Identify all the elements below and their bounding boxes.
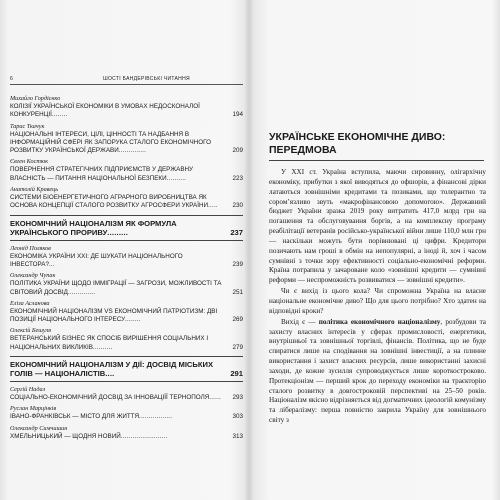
toc-title: СОЦІАЛЬНО-ЕКОНОМІЧНИЙ ДОСВІД ЗА ІННОВАЦІЇЇ ТЕРНОПОЛЯ...... 293 xyxy=(10,394,243,402)
toc-author: Еліза Асланова xyxy=(10,299,50,307)
toc-author: Руслан Марцінків xyxy=(10,405,57,413)
page-number: 6 xyxy=(10,76,14,82)
toc-entry xyxy=(10,186,243,211)
right-page xyxy=(251,0,500,500)
left-page xyxy=(0,0,249,500)
toc-author: Олександр Чупак xyxy=(10,272,56,280)
toc-page: 279 xyxy=(232,343,243,351)
divider xyxy=(269,160,484,161)
toc-section-title: ЕКОНОМІЧНИЙ НАЦІОНАЛІЗМ У ДІЇ: ДОСВІД МІСЬКИХ ГОЛІВ — НАЦІОНАЛІСТІВ.... 291 xyxy=(10,360,243,379)
toc-author: Тарас Ткачук xyxy=(10,122,45,130)
toc-title: ПОЛІТИКА УКРАЇНИ ЩОДО ІММІГРАЦІЇ — ЗАГРОЗИ, МОЖЛИВОСТІ ТА СВІТОВИЙ ДОСВІД.............. 251 xyxy=(10,280,243,296)
toc-section xyxy=(10,356,243,382)
toc-title: ЕКОНОМІЧНИЙ НАЦІОНАЛІЗМ VS ЕКОНОМІЧНИЙ ПАТРІОТИЗМ: ДВІ ПОЗИЦІЇ НАЦІОНАЛЬНОГО ІНТЕРЕСУ........ 269 xyxy=(10,307,243,324)
toc-entry xyxy=(10,327,243,352)
toc-page: 303 xyxy=(232,413,243,421)
toc-title: СИСТЕМИ БІОЕНЕРГЕТИЧНОГО АГРАРНОГО ВИРОБНИЦТВА ЯК ОСНОВА КОНЦЕПЦІЇ СТАЛОГО РОЗВИТКУ АГРОСФЕРИ УКРАЇНИ..... 230 xyxy=(10,194,243,210)
toc-author: Леонід Поляков xyxy=(10,244,51,252)
divider xyxy=(10,381,243,382)
toc-section-title: ЕКОНОМІЧНИЙ НАЦІОНАЛІЗМ ЯК ФОРМУЛА УКРАЇНСЬКОГО ПРОРИВУ......... 237 xyxy=(10,218,243,237)
toc-entry xyxy=(10,158,243,183)
essay-body xyxy=(269,168,486,426)
toc-page: 313 xyxy=(232,432,243,440)
table-of-contents xyxy=(10,95,243,444)
toc-author: Михайло Гордієнко xyxy=(10,95,61,102)
toc-entry xyxy=(10,272,243,297)
toc-page: 209 xyxy=(232,147,243,155)
running-head xyxy=(10,76,243,85)
toc-page: 251 xyxy=(232,288,243,296)
toc-title: КОЛІЗІЇ УКРАЇНСЬКОЇ ЕКОНОМІКИ В УМОВАХ НЕДОСКОНАЛОЇ КОНКУРЕНЦІЇ........ 194 xyxy=(10,103,243,119)
toc-title: НАЦІОНАЛЬНІ ІНТЕРЕСИ, ЦІЛІ, ЦІННОСТІ ТА НАДБАННЯ В ІНФОРМАЦІЙНІЙ СФЕРІ ЯК ЗАПОРУКА СТАЛОГО ЕКОНОМІЧНОГО РОЗВИТКУ УКРАЇНСЬКОЇ ДЕРЖАВИ.............. 209 xyxy=(10,130,243,155)
toc-author: Сергій Надал xyxy=(10,386,46,394)
toc-entry xyxy=(10,245,243,270)
toc-entry xyxy=(10,95,243,120)
toc-entry xyxy=(10,123,243,156)
toc-author: Євген Костюк xyxy=(10,158,49,166)
toc-page: 230 xyxy=(232,202,243,210)
toc-entry xyxy=(10,300,243,325)
toc-title: ЕКОНОМІКА УКРАЇНИ XXI: ДЕ ШУКАТИ НАЦІОНАЛЬНОГО ІНВЕСТОРА?... 239 xyxy=(10,252,243,268)
toc-page: 239 xyxy=(232,260,243,268)
paragraph: Чи є вихід із цього кола? Чи спроможна Україна на власне національне економічне диво? Що для цього потрібно? Хто здатен на відповідні кроки? xyxy=(269,287,486,315)
toc-section-page: 237 xyxy=(230,227,243,237)
toc-entry xyxy=(10,425,243,441)
toc-page: 269 xyxy=(232,316,243,324)
toc-section-page: 291 xyxy=(230,369,243,379)
toc-title: ВЕТЕРАНСЬКИЙ БІЗНЕС ЯК СПОСІБ ВИРІШЕННЯ СОЦІАЛЬНИХ І НАЦІОНАЛЬНИХ ВИКЛИКІВ.......... 279 xyxy=(10,335,243,351)
toc-page: 194 xyxy=(232,111,243,119)
running-head-title: ШОСТІ БАНДЕРІВСЬКІ ЧИТАННЯ xyxy=(103,76,190,82)
toc-author: Анатолій Кравець xyxy=(10,186,59,194)
divider xyxy=(10,240,243,241)
toc-title: ІВАНО-ФРАНКІВСЬК — МІСТО ДЛЯ ЖИТТЯ................. 303 xyxy=(10,413,243,421)
toc-title: ХМЕЛЬНИЦЬКИЙ — ЩОДНЯ НОВИЙ........................ 313 xyxy=(10,432,243,440)
toc-section xyxy=(10,215,243,241)
toc-author: Олексій Бешуля xyxy=(10,327,52,335)
essay-title: УКРАЇНСЬКЕ ЕКОНОМІЧНЕ ДИВО: ПЕРЕДМОВА xyxy=(269,131,446,156)
paragraph: Вихід є — політика економічного націоналізму, розбудови та захисту власних інтересів у сферах промисловості, енергетики, внутрішньої та зовнішньої торгівлі, фінансів. Політика, що не буде спиратися лише на сподівання на зовнішні інвестиції, а на плинне використання і захист власних ресурсів, лише використанні захисні заходи, де кожне зусилля супроводжується лише короткостроково. Протекціонізм — перший крок до переходу економіки на траєкторію сталого розвитку в довгостроковій перспективі на 25–50 років. Націоналізм якісно відрізняється від догматичних ідеологій комунізму та лібералізму: перша повністю закрила Україну для зовнішнього світу з xyxy=(269,317,486,425)
toc-title: ПОВЕРНЕННЯ СТРАТЕГІЧНИХ ПІДПРИЄМСТВ У ДЕРЖАВНУ ВЛАСНІСТЬ — ПИТАННЯ НАЦІОНАЛЬНОЇ БЕЗПЕКИ.......... 223 xyxy=(10,166,243,182)
toc-page: 223 xyxy=(232,174,243,182)
paragraph: У XXI ст. Україна вступила, маючи сировинну, олігархічну економіку, прибутки з якої виводяться до офшорів, а фінансові дірки латаються зовнішніми кредитами та позиками, що толерантно та сором’язливо звуть «макрофінансовою допомогою». Державний бюджет України зразка 2019 року витратить 417,0 млрд грн на погашення та обслуговування боргів, а на комплексну програму реабілітації ветеранів російсько-української війни лише 110,0 млн грн — наскільки можуть бути порівнювані ці цифри. Кредитори позичають нам гроші в обмін на непопулярні, а іноді й, хоч і часом сумнівні з точки зору ефективності соціально-економічні реформи. Країна потрапила у зачароване коло «зовнішні кредити — сумнівні реформи — неспроможність розвиватися — зовнішні кредити». xyxy=(269,168,486,285)
toc-page: 293 xyxy=(232,394,243,402)
toc-entry xyxy=(10,405,243,421)
toc-entry xyxy=(10,386,243,402)
emphasis: політика економічного націоналізму xyxy=(318,317,441,326)
toc-author: Олександр Симчишин xyxy=(10,424,68,432)
